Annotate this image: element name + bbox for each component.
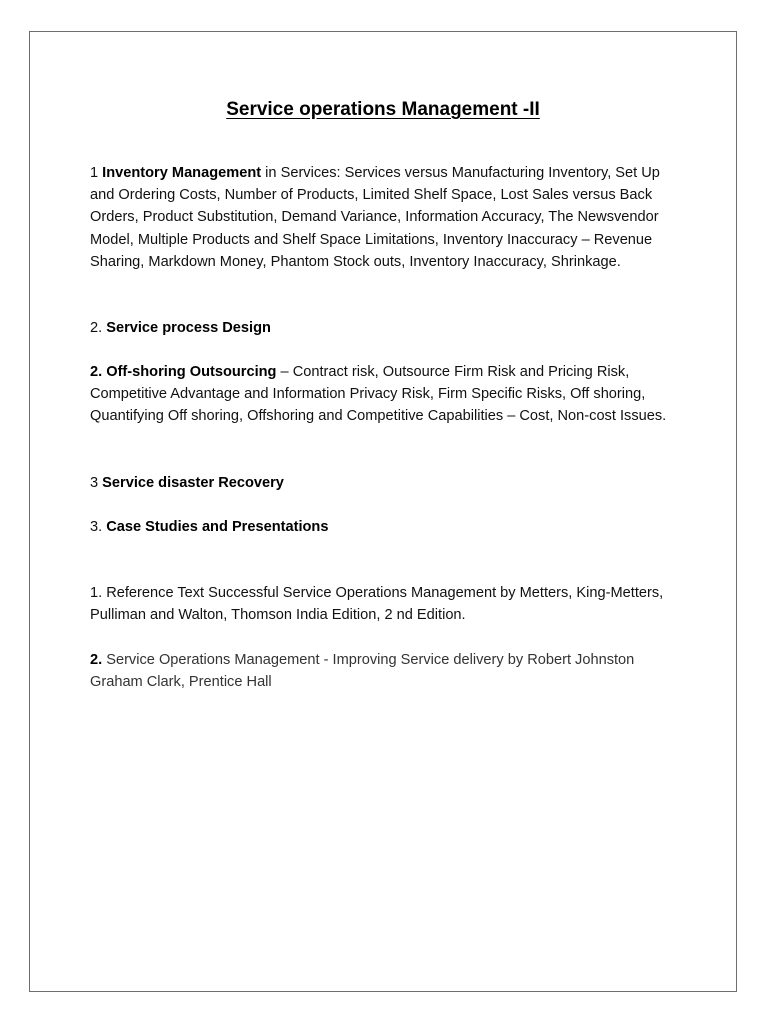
section-heading: Service process Design <box>106 320 271 336</box>
section-inventory-management <box>90 162 680 273</box>
section-number: 3. <box>90 519 107 535</box>
section-text: – Contract risk, Outsource Firm Risk and Pricing Risk, Competitive Advantage and Information Privacy Risk, Firm Specific Risks, Off shoring, Quantifying Off shoring, Offshoring and Competitive Capabilities – Cost, Non-cost Issues. <box>90 364 667 425</box>
section-offshoring-outsourcing <box>90 361 680 428</box>
section-number: 2. <box>90 320 107 336</box>
section-heading: Service disaster Recovery <box>102 475 284 491</box>
section-number: 3 <box>90 475 103 491</box>
reference-2 <box>90 649 680 693</box>
section-case-studies <box>90 516 680 538</box>
section-heading: Case Studies and Presentations <box>106 519 329 535</box>
reference-1: 1. Reference Text Successful Service Operations Management by Metters, King-Metters, Pulliman and Walton, Thomson India Edition, 2 nd Edition. <box>90 585 664 624</box>
section-text: in Services: Services versus Manufacturing Inventory, Set Up and Ordering Costs, Number of Products, Limited Shelf Space, Lost Sales versus Back Orders, Product Substitution, Demand Variance, Information Accuracy, The Newsvendor Model, Multiple Products and Shelf Space Limitations, Inventory Inaccuracy – Revenue Sharing, Markdown Money, Phantom Stock outs, Inventory Inaccuracy, Shrinkage. <box>90 165 660 270</box>
section-service-process-design <box>90 317 680 339</box>
document-title: Service operations Management -II <box>226 99 540 120</box>
section-number: 1 <box>90 165 103 181</box>
section-service-disaster-recovery <box>90 472 680 494</box>
document-page <box>29 31 737 992</box>
reference-number: 2. <box>90 652 103 668</box>
reference-text: Service Operations Management - Improving Service delivery by Robert Johnston Graham Clark, Prentice Hall <box>90 652 635 691</box>
section-heading: Inventory Management <box>102 165 262 181</box>
section-heading: 2. Off-shoring Outsourcing <box>90 364 277 380</box>
